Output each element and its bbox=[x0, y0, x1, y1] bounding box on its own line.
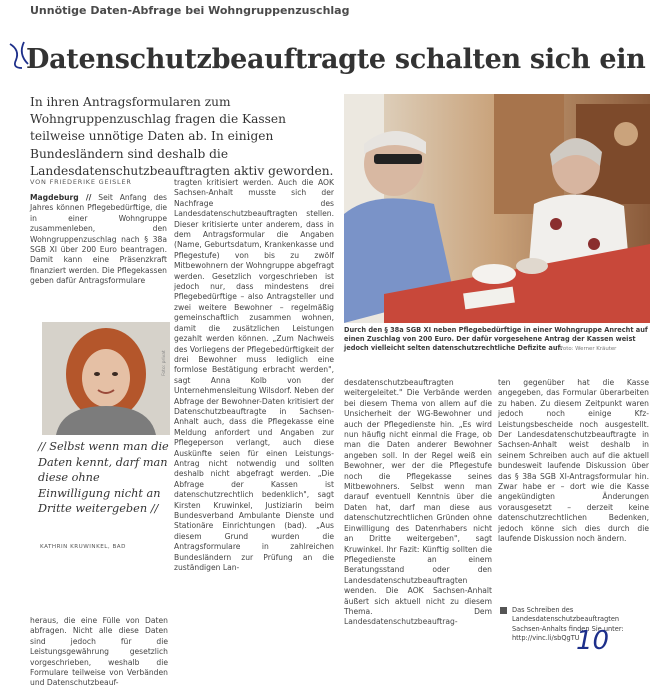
pull-quote-source: KATHRIN KRUWINKEL, BAD bbox=[40, 544, 126, 550]
photo-caption: Durch den § 38a SGB XI neben Pflegebedürftige in einer Wohngruppe Anrecht auf einen Zuschlag von 200 Euro. Der dafür vorgesehene Antrag der Kassen weist jedoch vielleicht selten datenschutzrechtliche Defizite auf. bbox=[344, 326, 648, 353]
body-text: tragten kritisiert werden. Auch die AOK Sachsen-Anhalt musste sich der Nachfrage des Landesdatenschutzbeauftragten stellen. Dieser kritisierte unter anderem, dass in dem Antragsformular die Angaben (Name, Geburtsdatum, Krankenkasse und Pflegestufe) von bis zu zwölf Mitbewohnern der Wohngruppe abgefragt werden. Gesetzlich vorgeschrieben ist jedoch nur, dass mindestens drei Pflegebedürftige – also Antragsteller und zwei weitere Bewohner – regelmäßig gemeinschaftlich zusammen wohnen, damit die zusätzlichen Leistungen gezahlt werden können. „Zum Nachweis des Vorliegens der Pflegebedürftigkeit der drei Bewohner muss lediglich eine formlose Bestätigung erbracht werden", sagt Anna Kolb von der Unternehmensleitung Wilsdorf. Neben der Abfrage der Bewohner-Daten kritisiert der Datenschutzbeauftragte in Sachsen-Anhalt auch, dass die Pflegekasse eine Meldung anfordert und Angaben zur Pflegeperson verlangt, auch diese Auskünfte seien für einen Leistungs-Antrag nicht notwendig und sollten deshalb nicht abgefragt werden. „Die Abfrage der Kassen ist datenschutzrechtlich bedenklich", sagt Kirsten Kruwinkel, Justiziarin beim Bundesverband Ambulante Dienste und Stationäre Einrichtungen (bad). „Aus diesem Grund wurden die Antragsformulare in zahlreichen Bundesländern zur Prüfung an die zuständigen Lan- bbox=[174, 178, 334, 573]
body-text: desdatenschutzbeauftragten weitergeleitet." Die Verbände werden bei diesem Thema von allem auf die Unsicherheit der WG-Bewohner und auch der Pflegedienste hin. „Es wird nun häufig nicht einmal die Frage, ob man die Daten anderer Bewohner angeben soll. In der Regel weiß ein Bewohner, wer der die Pflegestufe noch die Pflegekasse seines Mitbewohners. Selbst wenn man darauf eventuell Kenntnis über die Daten hat, darf man diese aus datenschutzrechtlichen Gründen ohne Einwilligung des Datenrhabers nicht an Dritte weitergeben", sagt Kruwinkel. Ihr Fazit: Künftig sollten die Pflegedienste an einem Beratungsstand oder den Landesdatenschutzbeauftragten wenden. Die AOK Sachsen-Anhalt äußert sich aktuell nicht zu diesem Thema. Dem Landesdatenschutzbeauftrag- bbox=[344, 378, 492, 627]
overline: Unnötige Daten-Abfrage bei Wohngruppenzuschlag bbox=[30, 4, 350, 17]
byline: VON FRIEDERIKE GEISLER bbox=[30, 178, 132, 186]
portrait-woman bbox=[42, 322, 170, 435]
body-column-4 bbox=[498, 378, 649, 556]
main-photo bbox=[344, 94, 650, 323]
photo-elderly-residents bbox=[344, 94, 650, 323]
note-bullet-icon bbox=[500, 607, 507, 614]
body-text: ten gegenüber hat die Kasse angegeben, das Formular überarbeiten zu haben. Zu diesem Zeitpunkt waren jedoch noch einige Kfz-Leistungsbescheide noch ausgestellt. Der Landesdatenschutzbeauftragte in Sachsen-Anhalt weist deshalb in seinem Schreiben auch auf die aktuell bundesweit laufende Diskussion über das § 38a SGB XI-Antragsformular hin. Zwar habe er – dort wie die Kasse angekündigten Änderungen vorausgesetzt – derzeit keine datenschutzrechtlichen Bedenken, jedoch könne sich dies durch die laufende Diskussion noch ändern. bbox=[498, 378, 649, 544]
body-text: heraus, die eine Fülle von Daten abfragen. Nicht alle diese Daten sind jedoch für die Leistungsgewährung gesetzlich vorgeschrieben, weshalb die Formulare teilweise von Verbänden und Datenschutzbeauf- bbox=[30, 616, 168, 688]
body-column-2 bbox=[174, 178, 334, 672]
info-note: Das Schreiben des Landesdatenschutzbeauftragten Sachsen-Anhalts finden Sie unter: http://vinc.li/sbQgTU bbox=[512, 606, 624, 643]
pull-quote: // Selbst wenn man die Daten kennt, darf man diese ohne Einwilligung nicht an Dritte weitergeben // bbox=[38, 440, 169, 516]
portrait-photo bbox=[42, 322, 170, 435]
lede: In ihren Antragsformularen zum Wohngruppenzuschlag fragen die Kassen teilweise unnötige Daten ab. In einigen Bundesländern sind deshalb die Landesdatenschutzbeauftragten aktiv geworden. bbox=[30, 95, 334, 178]
portrait-credit: Foto: privat bbox=[162, 350, 167, 376]
body-column-1-continued bbox=[30, 616, 168, 688]
body-column-3 bbox=[344, 378, 492, 674]
body-column-1 bbox=[30, 193, 167, 297]
headline: Datenschutzbeauftragte schalten sich ein bbox=[26, 44, 646, 75]
photo-credit: Foto: Werner Kräuter bbox=[560, 346, 617, 352]
handwritten-page-number: 10 bbox=[576, 626, 610, 656]
body-text: Seit Anfang des Jahres können Pflegebedürftige, die in einer Wohngruppe zusammenleben, den Wohngruppenzuschlag nach § 38a SGB XI über 200 Euro beantragen. Damit kann eine Präsenzkraft finanziert werden. Die Pflegekassen geben dafür Antragsformulare bbox=[30, 193, 167, 286]
dateline: Magdeburg // bbox=[30, 193, 92, 202]
